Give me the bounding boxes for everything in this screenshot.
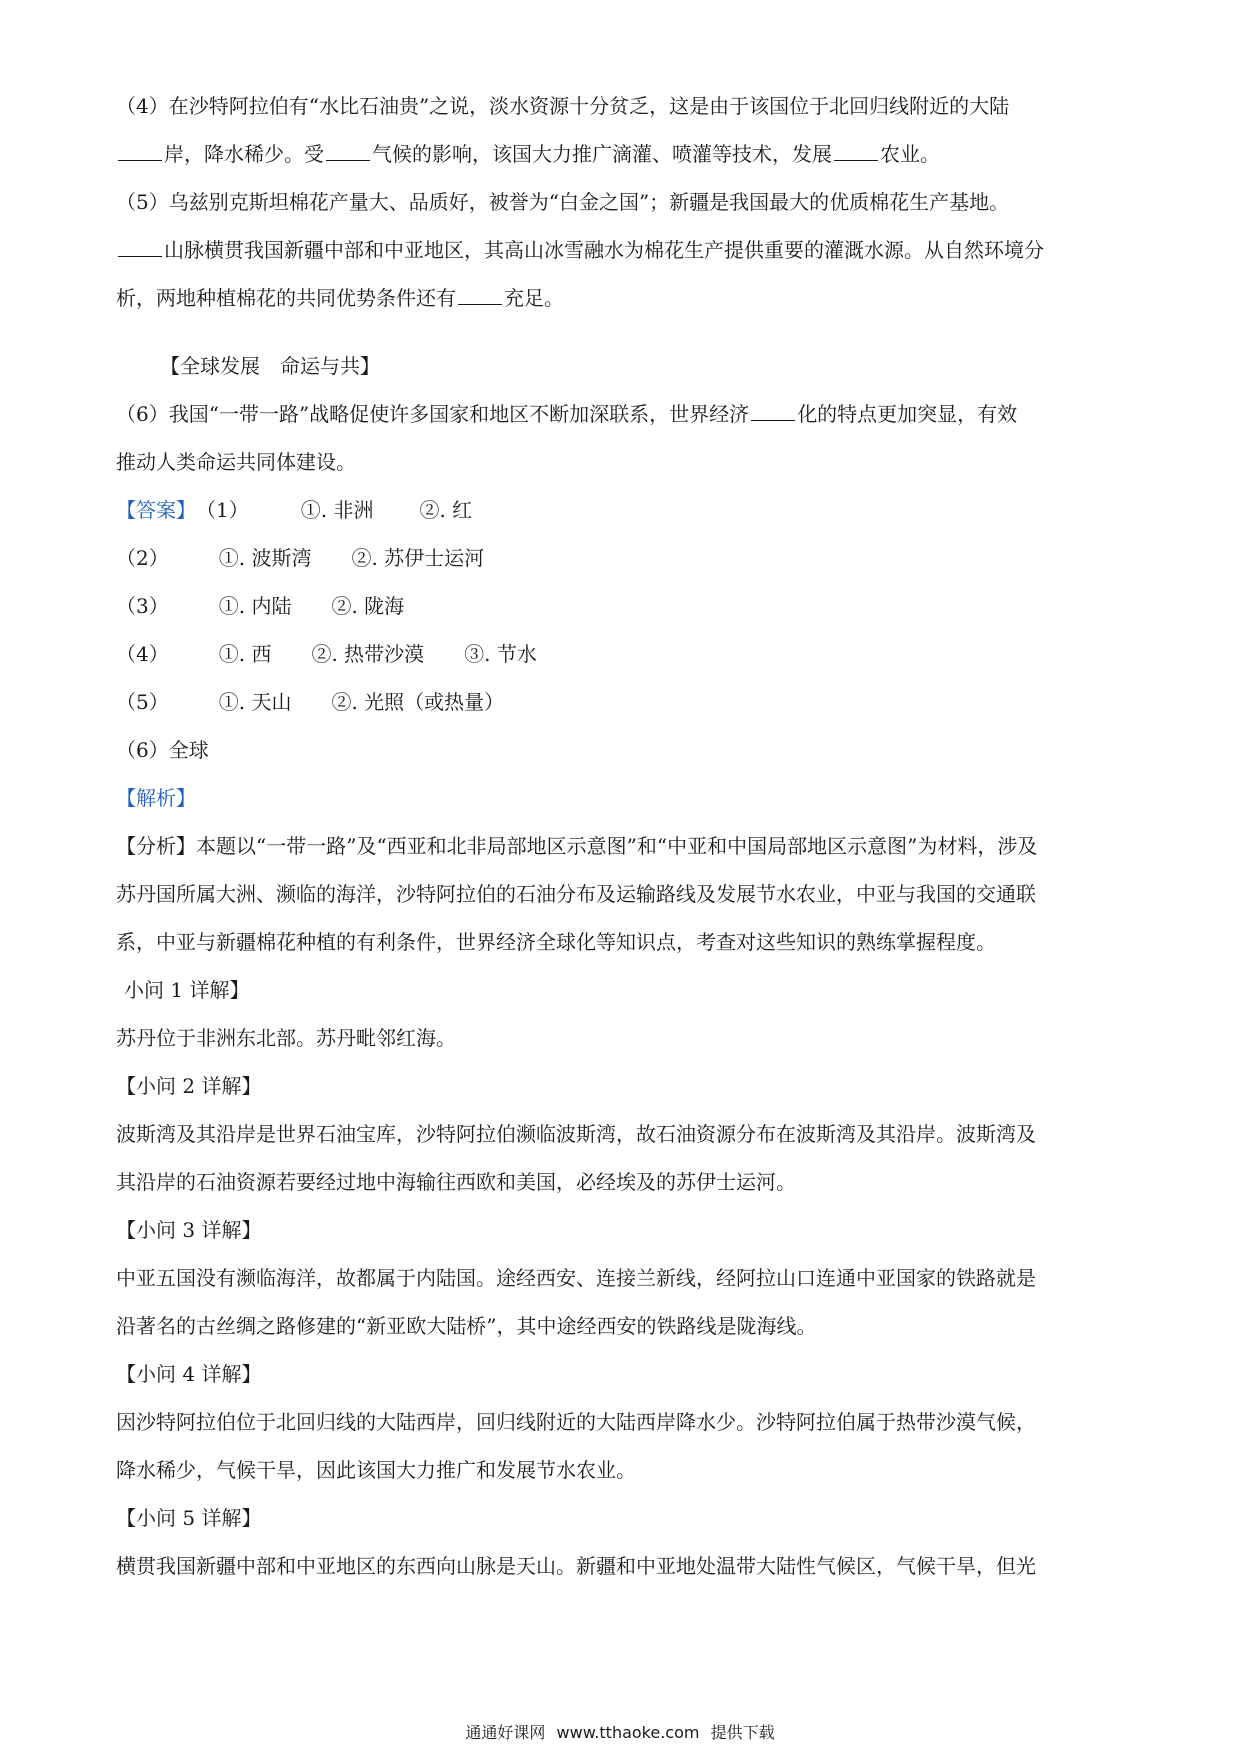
detail-text: 因沙特阿拉伯位于北回归线的大陆西岸，回归线附近的大陆西岸降水少。沙特阿拉伯属于热带沙漠气候， xyxy=(116,1410,1036,1434)
q2-detail-line-1 xyxy=(116,1120,1126,1148)
q6-text-2: 推动人类命运共同体建设。 xyxy=(116,450,356,474)
q5-text-3a: 析，两地种植棉花的共同优势条件还有 xyxy=(116,286,456,310)
q6-line-1 xyxy=(116,400,1126,428)
q4-line-1 xyxy=(116,92,1126,120)
q5-detail-line-1 xyxy=(116,1552,1126,1580)
answer-part-b: ②. 光照（或热量） xyxy=(331,690,505,714)
detail-text: 中亚五国没有濒临海洋，故都属于内陆国。途经西安、连接兰新线，经阿拉山口连通中亚国家的铁路就是 xyxy=(116,1266,1036,1290)
q4-text-2c: 农业。 xyxy=(880,142,940,166)
answer-part-a: ①. 波斯湾 xyxy=(218,546,312,570)
q6-text-1b: 化的特点更加突显，有效 xyxy=(797,402,1018,426)
fill-blank xyxy=(458,286,502,305)
detail-text: 沿著名的古丝绸之路修建的“新亚欧大陆桥”，其中途经西安的铁路线是陇海线。 xyxy=(116,1314,817,1338)
analysis-text: 【分析】本题以“一带一路”及“西亚和北非局部地区示意图”和“中亚和中国局部地区示意图”为材料，涉及 xyxy=(116,834,1038,858)
analysis-intro-1 xyxy=(116,832,1126,860)
fill-blank xyxy=(751,402,795,421)
analysis-label: 【解析】 xyxy=(116,786,196,810)
detail-text: 波斯湾及其沿岸是世界石油宝库，沙特阿拉伯濒临波斯湾，故石油资源分布在波斯湾及其沿岸。波斯湾及 xyxy=(116,1122,1036,1146)
q5-line-1 xyxy=(116,188,1126,216)
q4-text-2a: 岸，降水稀少。受 xyxy=(164,142,324,166)
detail-text: 苏丹位于非洲东北部。苏丹毗邻红海。 xyxy=(116,1026,456,1050)
q5-line-3 xyxy=(116,284,1126,312)
analysis-text: 苏丹国所属大洲、濒临的海洋，沙特阿拉伯的石油分布及运输路线及发展节水农业，中亚与我国的交通联 xyxy=(116,882,1036,906)
q6-line-2 xyxy=(116,448,1126,476)
fill-blank xyxy=(326,142,370,161)
detail-text: 降水稀少，气候干旱，因此该国大力推广和发展节水农业。 xyxy=(116,1458,636,1482)
answer-part-a: ①. 非洲 xyxy=(300,498,374,522)
detail-text: 横贯我国新疆中部和中亚地区的东西向山脉是天山。新疆和中亚地处温带大陆性气候区，气候干旱，但光 xyxy=(116,1554,1036,1578)
q4-detail-line-1 xyxy=(116,1408,1126,1436)
section-heading-text: 【全球发展 命运与共】 xyxy=(160,354,380,378)
answer-part-a: ①. 内陆 xyxy=(218,594,292,618)
detail-heading-text: 【小问 5 详解】 xyxy=(116,1506,262,1530)
q5-text-3b: 充足。 xyxy=(504,286,564,310)
analysis-intro-3 xyxy=(116,928,1126,956)
answer-label: 【答案】 xyxy=(116,498,196,522)
q1-detail-heading xyxy=(124,976,1134,1004)
answer-number: （1） xyxy=(196,498,249,522)
q3-detail-line-2 xyxy=(116,1312,1126,1340)
answer-row-1 xyxy=(116,496,1126,524)
answer-text-6: （6）全球 xyxy=(116,738,209,762)
section-heading xyxy=(160,352,1170,380)
answer-part-a: ①. 天山 xyxy=(218,690,292,714)
q4-detail-line-2 xyxy=(116,1456,1126,1484)
fill-blank xyxy=(118,142,162,161)
fill-blank xyxy=(118,238,162,257)
footer-url[interactable]: www.tthaoke.com xyxy=(556,1723,700,1742)
answer-number: （4） xyxy=(116,642,169,666)
q4-line-2 xyxy=(116,140,1126,168)
q5-text-1: （5）乌兹别克斯坦棉花产量大、品质好，被誉为“白金之国”；新疆是我国最大的优质棉花生产基地。 xyxy=(116,190,1010,214)
answer-part-a: ①. 西 xyxy=(218,642,272,666)
q4-detail-heading xyxy=(116,1360,1126,1388)
fill-blank xyxy=(834,142,878,161)
answer-row-4 xyxy=(116,640,1126,668)
answer-row-5 xyxy=(116,688,1126,716)
detail-heading-text: 小问 1 详解】 xyxy=(124,978,250,1002)
detail-text: 其沿岸的石油资源若要经过地中海输往西欧和美国，必经埃及的苏伊士运河。 xyxy=(116,1170,796,1194)
answer-row-2 xyxy=(116,544,1126,572)
page-footer xyxy=(0,1722,1240,1744)
detail-heading-text: 【小问 3 详解】 xyxy=(116,1218,262,1242)
q2-detail-heading xyxy=(116,1072,1126,1100)
q6-text-1a: （6）我国“一带一路”战略促使许多国家和地区不断加深联系，世界经济 xyxy=(116,402,750,426)
answer-row-3 xyxy=(116,592,1126,620)
analysis-text: 系，中亚与新疆棉花种植的有利条件，世界经济全球化等知识点，考查对这些知识的熟练掌握程度。 xyxy=(116,930,996,954)
answer-part-b: ②. 热带沙漠 xyxy=(311,642,425,666)
answer-part-b: ②. 红 xyxy=(419,498,473,522)
detail-heading-text: 【小问 4 详解】 xyxy=(116,1362,262,1386)
detail-heading-text: 【小问 2 详解】 xyxy=(116,1074,262,1098)
footer-site-name: 通通好课网 xyxy=(465,1723,546,1742)
analysis-intro-2 xyxy=(116,880,1126,908)
q3-detail-heading xyxy=(116,1216,1126,1244)
q4-text-1: （4）在沙特阿拉伯有“水比石油贵”之说，淡水资源十分贫乏，这是由于该国位于北回归线附近的大陆 xyxy=(116,94,1010,118)
q1-detail-line-1 xyxy=(116,1024,1126,1052)
answer-row-6 xyxy=(116,736,1126,764)
footer-suffix: 提供下载 xyxy=(710,1723,775,1742)
q5-text-2a: 山脉横贯我国新疆中部和中亚地区，其高山冰雪融水为棉花生产提供重要的灌溉水源。从自然环境分 xyxy=(164,238,1044,262)
q5-line-2 xyxy=(116,236,1126,264)
q2-detail-line-2 xyxy=(116,1168,1126,1196)
q4-text-2b: 气候的影响，该国大力推广滴灌、喷灌等技术，发展 xyxy=(372,142,832,166)
answer-part-b: ②. 陇海 xyxy=(331,594,405,618)
answer-part-c: ③. 节水 xyxy=(464,642,537,666)
answer-number: （5） xyxy=(116,690,169,714)
answer-number: （3） xyxy=(116,594,169,618)
analysis-label-line xyxy=(116,784,1126,812)
q3-detail-line-1 xyxy=(116,1264,1126,1292)
answer-number: （2） xyxy=(116,546,169,570)
q5-detail-heading xyxy=(116,1504,1126,1532)
answer-part-b: ②. 苏伊士运河 xyxy=(351,546,485,570)
